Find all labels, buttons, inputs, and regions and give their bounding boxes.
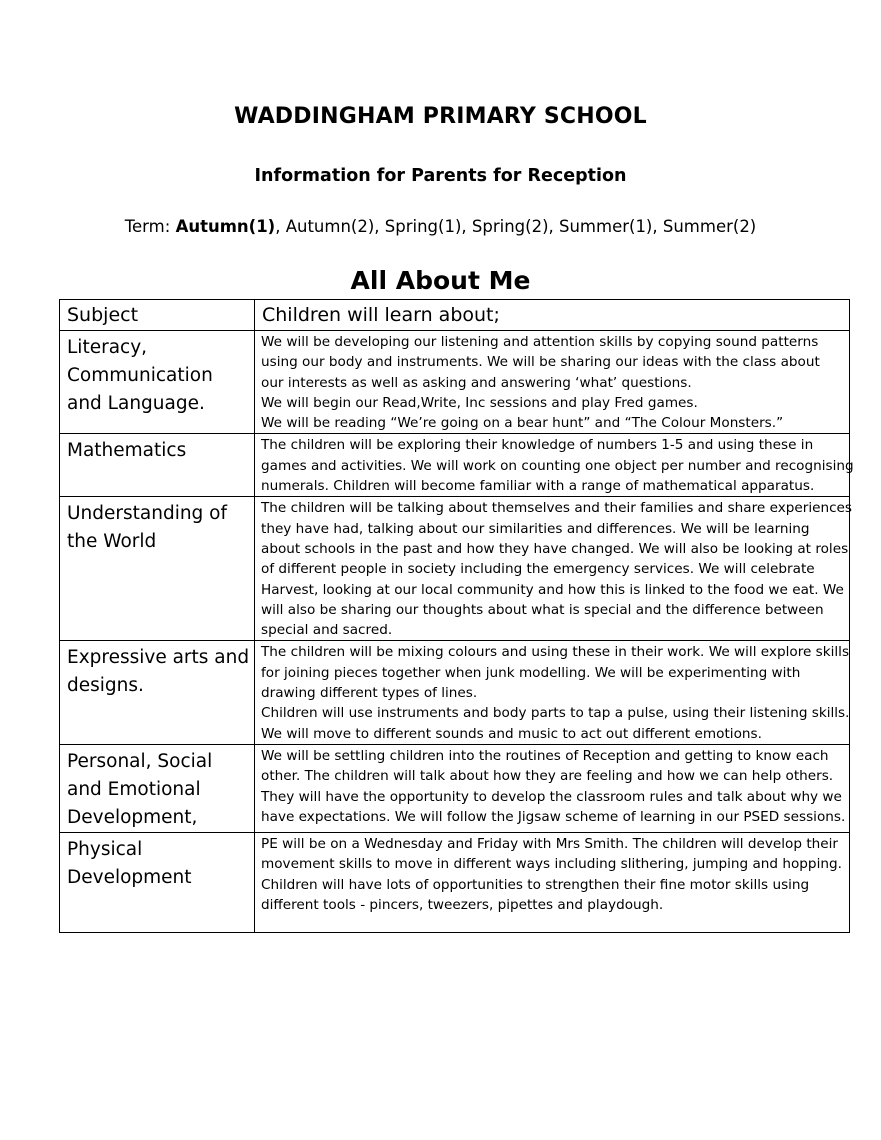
table-row bbox=[60, 497, 850, 641]
subject-cell: Understanding of the World bbox=[60, 497, 255, 641]
table-row bbox=[60, 434, 850, 497]
description-line: drawing different types of lines. bbox=[261, 685, 478, 702]
school-title: WADDINGHAM PRIMARY SCHOOL bbox=[234, 104, 647, 129]
description-line: Children will use instruments and body parts to tap a pulse, using their listening skills. bbox=[261, 705, 850, 722]
description-line: They will have the opportunity to develop the classroom rules and talk about why we bbox=[261, 788, 842, 805]
subject-cell: Personal, Social and Emotional Development, bbox=[60, 744, 255, 832]
document-subtitle: Information for Parents for Reception bbox=[254, 166, 627, 186]
description-cell bbox=[255, 497, 850, 641]
description-line: our interests as well as asking and answering ‘what’ questions. bbox=[261, 374, 692, 391]
subject-cell: Expressive arts and designs. bbox=[60, 641, 255, 744]
description-line: We will move to different sounds and music to act out different emotions. bbox=[261, 725, 762, 742]
description-line: movement skills to move in different ways including slithering, jumping and hopping. bbox=[261, 856, 842, 873]
description-line: about schools in the past and how they have changed. We will also be looking at roles bbox=[261, 540, 849, 557]
description-line: Harvest, looking at our local community and how this is linked to the food we eat. We bbox=[261, 581, 844, 598]
description-line: We will begin our Read,Write, Inc sessions and play Fred games. bbox=[261, 394, 698, 411]
description-line: other. The children will talk about how they are feeling and how we can help others. bbox=[261, 768, 834, 785]
description-line: We will be reading “We’re going on a bear hunt” and “The Colour Monsters.” bbox=[261, 415, 784, 432]
table-row bbox=[60, 641, 850, 744]
other-terms: , Autumn(2), Spring(1), Spring(2), Summer(1), Summer(2) bbox=[275, 217, 757, 236]
description-cell bbox=[255, 744, 850, 832]
description-line: special and sacred. bbox=[261, 622, 393, 639]
header-subject: Subject bbox=[60, 300, 255, 331]
table-row bbox=[60, 832, 850, 932]
description-line: The children will be mixing colours and using these in their work. We will explore skills bbox=[261, 644, 850, 661]
description-line: of different people in society including the emergency services. We will celebrate bbox=[261, 561, 815, 578]
subject-cell: Mathematics bbox=[60, 434, 255, 497]
header-learn-about: Children will learn about; bbox=[255, 300, 850, 331]
table-row bbox=[60, 744, 850, 832]
description-line: We will be developing our listening and attention skills by copying sound patterns bbox=[261, 334, 819, 350]
current-term: Autumn(1) bbox=[175, 217, 276, 236]
table-header-row bbox=[60, 300, 850, 331]
description-line: The children will be talking about themselves and their families and share experiences bbox=[261, 500, 852, 517]
curriculum-table bbox=[59, 299, 854, 933]
description-line: numerals. Children will become familiar with a range of mathematical apparatus. bbox=[261, 478, 815, 495]
description-line: We will be settling children into the routines of Reception and getting to know each bbox=[261, 747, 829, 764]
subject-cell: Physical Development bbox=[60, 832, 255, 932]
description-line: have expectations. We will follow the Jigsaw scheme of learning in our PSED sessions. bbox=[261, 808, 846, 825]
description-line: PE will be on a Wednesday and Friday with Mrs Smith. The children will develop their bbox=[261, 835, 839, 852]
topic-title: All About Me bbox=[350, 266, 531, 295]
description-line: will also be sharing our thoughts about what is special and the difference between bbox=[261, 601, 824, 618]
description-line: they have had, talking about our similarities and differences. We will be learning bbox=[261, 520, 810, 537]
subject-cell: Literacy, Communication and Language. bbox=[60, 331, 255, 434]
description-line: different tools - pincers, tweezers, pipettes and playdough. bbox=[261, 896, 664, 913]
term-line bbox=[0, 217, 881, 236]
description-line: for joining pieces together when junk modelling. We will be experimenting with bbox=[261, 664, 801, 681]
description-cell bbox=[255, 832, 850, 932]
description-line: using our body and instruments. We will be sharing our ideas with the class about bbox=[261, 354, 820, 371]
description-cell bbox=[255, 641, 850, 744]
description-cell bbox=[255, 434, 854, 497]
term-label: Term: bbox=[124, 217, 171, 236]
description-cell bbox=[255, 331, 850, 434]
description-line: games and activities. We will work on counting one object per number and recognising bbox=[261, 457, 854, 474]
table-row bbox=[60, 331, 850, 434]
description-line: The children will be exploring their knowledge of numbers 1-5 and using these in bbox=[261, 437, 814, 454]
description-line: Children will have lots of opportunities to strengthen their fine motor skills using bbox=[261, 876, 810, 893]
